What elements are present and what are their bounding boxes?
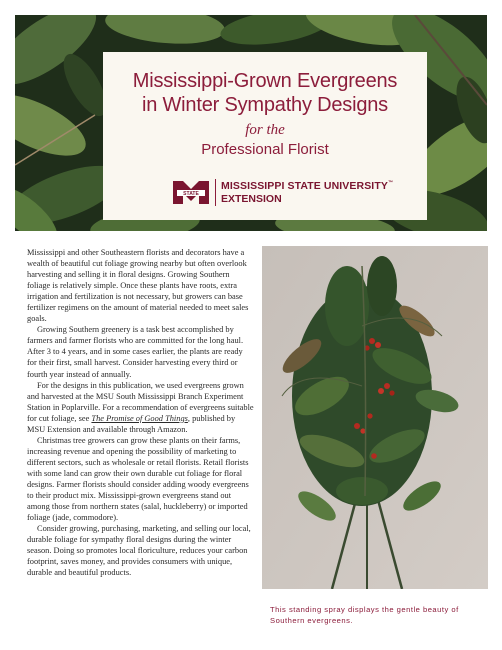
msu-mark-icon xyxy=(171,179,211,206)
standing-spray-photo xyxy=(262,246,488,589)
promise-of-good-things-link[interactable]: The Promise of Good Things xyxy=(91,413,188,423)
logo-line-1: MISSISSIPPI STATE UNIVERSITY xyxy=(221,180,388,192)
paragraph-2: Growing Southern greenery is a task best accomplished by farmers and farmer florists who are committed for the long haul. After 3 to 4 years, and in some cases earlier, the plants are ready for their first, small harvest. Consider harvesting every third or fourth year instead of annually. xyxy=(27,325,244,379)
title-card xyxy=(103,52,427,220)
title-line-2: in Winter Sympathy Designs xyxy=(141,94,388,116)
paragraph-4: Christmas tree growers can grow these plants on their farms, increasing revenue and opening the possibility of marketing to different sectors, such as wholesale or retail florists. Retail florists with some land can grow their own durable cut foliage for floral designs. Farmer florists should consider adding woody evergreens to their product mix. Mississippi-grown evergreens stand out among those from northern states (salal, huckleberry) or imported foliage (jade, commodore). xyxy=(27,435,249,523)
paragraph-1: Mississippi and other Southeastern florists and decorators have a wealth of beautiful cut foliage growing nearby but often overlook harvesting and selling it in floral designs. Growing Southern foliage is relatively simple. Once these plants have roots, extra irrigation and fertilization is not necessary, but growers can base fertilizer regimens on the amount of material needed to meet sales goals. xyxy=(27,248,249,324)
logo-extension: EXTENSION xyxy=(221,193,282,205)
evergreen-spray-image xyxy=(262,246,488,589)
article-body xyxy=(27,247,254,578)
msu-extension-logo xyxy=(171,179,394,207)
photo-caption: This standing spray displays the gentle beauty of Southern evergreens. xyxy=(270,605,459,625)
paragraph-3 xyxy=(27,380,254,435)
logo-divider xyxy=(215,179,216,206)
logo-university-name xyxy=(221,180,393,192)
title-line-1: Mississippi-Grown Evergreens xyxy=(132,70,398,92)
paragraph-5: Consider growing, purchasing, marketing, and selling our local, durable foliage for sympathy floral designs during the winter season. Doing so promotes local floriculture, reduces your carbon footprint, saves money, and provides consumers with unique, durable and beautiful products. xyxy=(27,524,251,578)
paragraph-3-text-a: For the designs in this publication, we used evergreens grown and harvested at the MSU South Mississippi Branch Experiment Station in Poplarville. For a recommendation of evergreens suitable for cut foliage, see xyxy=(27,380,254,423)
page-title xyxy=(103,69,427,117)
header-foliage-banner xyxy=(15,15,487,231)
page-subtitle: Professional Florist xyxy=(201,141,329,158)
logo-trademark: ™ xyxy=(387,180,394,186)
paragraph-3-text-b: , published by MSU Extension and available through Amazon. xyxy=(27,413,236,434)
title-for: for the xyxy=(245,122,285,138)
logo-mark-text: STATE xyxy=(183,191,199,197)
